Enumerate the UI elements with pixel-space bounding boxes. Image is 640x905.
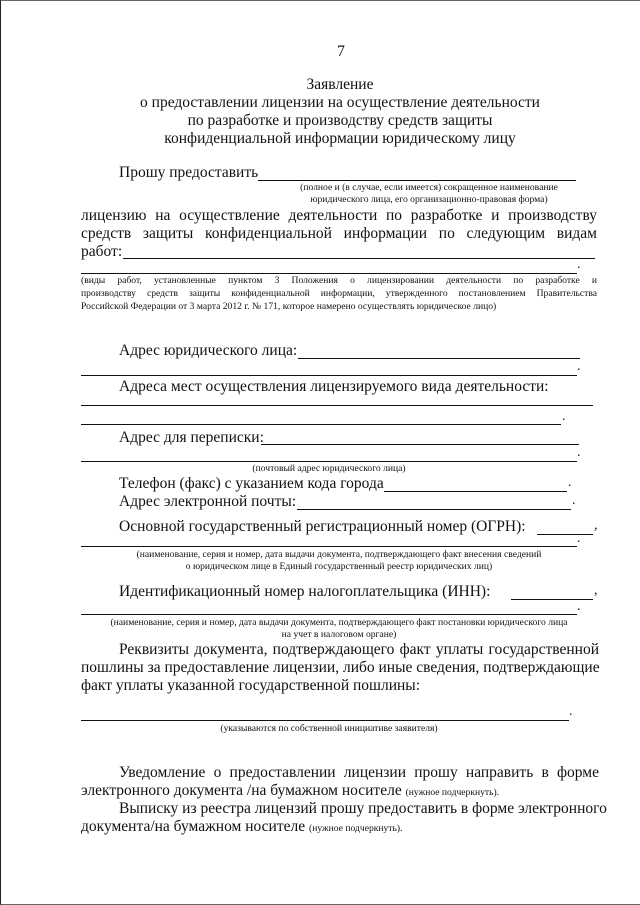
notification-text-2-main: электронного документа /на бумажном носителе xyxy=(81,782,402,799)
request-hint-2: юридического лица, его организационно-правовая форма) xyxy=(310,194,548,205)
payment-field[interactable] xyxy=(81,720,569,721)
email-field[interactable] xyxy=(297,509,571,510)
dot-7: . xyxy=(577,531,581,546)
organization-name-field[interactable] xyxy=(258,180,576,181)
ogrn-field-2[interactable] xyxy=(81,546,577,547)
mail-address-field-1[interactable] xyxy=(261,444,579,445)
phone-field[interactable] xyxy=(384,491,567,492)
title-line-3: по разработке и производству средств защиты xyxy=(187,112,493,129)
extract-note: (нужное подчеркнуть). xyxy=(309,823,403,834)
extract-text-2-main: документа/на бумажном носителе xyxy=(81,818,306,835)
activity-addresses-label: Адреса мест осуществления лицензируемого вида деятельности: xyxy=(119,378,549,395)
dot-1: . xyxy=(577,257,581,272)
ogrn-hint-2: о юридическом лице в Единый государственный реестр юридических лиц) xyxy=(185,561,493,572)
license-text-1: лицензию на осуществление деятельности по разработке и производству xyxy=(81,207,597,224)
work-types-field-1[interactable] xyxy=(123,258,595,259)
dot-3: . xyxy=(562,409,566,424)
dot-2: . xyxy=(577,359,581,374)
comma-2: , xyxy=(594,583,598,598)
dot-4: . xyxy=(577,445,581,460)
payment-hint: (указываются по собственной инициативе заявителя) xyxy=(220,723,438,734)
ogrn-hint-1: (наименование, серия и номер, дата выдачи документа, подтверждающего факт внесения сведений xyxy=(136,549,542,560)
dot-5: . xyxy=(568,475,572,490)
legal-address-label: Адрес юридического лица: xyxy=(119,342,298,359)
mail-address-field-2[interactable] xyxy=(81,461,577,462)
dot-6: . xyxy=(572,493,576,508)
dot-8: . xyxy=(577,599,581,614)
inn-field-1[interactable] xyxy=(511,599,593,600)
email-label: Адрес электронной почты: xyxy=(119,493,297,510)
title-line-4: конфиденциальной информации юридическому лицу xyxy=(164,130,516,147)
comma-1: , xyxy=(594,518,598,533)
license-text-3: работ: xyxy=(81,243,123,260)
activity-addresses-field-1[interactable] xyxy=(81,405,593,406)
works-hint-3: Российской Федерации от 3 марта 2012 г. № 171, которое намерено осуществлять юридическое лицо) xyxy=(81,301,497,312)
mail-address-label: Адрес для переписки: xyxy=(119,429,264,446)
page-number: 7 xyxy=(337,43,345,60)
phone-label: Телефон (факс) с указанием кода города xyxy=(119,475,384,492)
dot-9: . xyxy=(569,704,573,719)
request-hint-1: (полное и (в случае, если имеется) сокращенное наименование xyxy=(300,182,558,193)
works-hint-2: производству средств защиты конфиденциальной информации, утвержденного постановлением Правительства xyxy=(81,288,597,299)
payment-text-1: Реквизиты документа, подтверждающего факт уплаты государственной xyxy=(119,641,599,658)
license-text-2: средств защиты конфиденциальной информации по следующим видам xyxy=(81,225,597,242)
ogrn-label: Основной государственный регистрационный номер (ОГРН): xyxy=(119,518,526,535)
inn-label: Идентификационный номер налогоплательщика (ИНН): xyxy=(119,583,491,600)
notification-note: (нужное подчеркнуть). xyxy=(405,787,500,798)
extract-text-1: Выписку из реестра лицензий прошу предоставить в форме электронного xyxy=(119,800,607,817)
notification-text-2 xyxy=(81,782,499,800)
payment-text-3: факт уплаты указанной государственной пошлины: xyxy=(81,677,421,694)
activity-addresses-field-2[interactable] xyxy=(81,424,561,425)
inn-hint-2: на учет в налоговом органе) xyxy=(281,629,397,640)
extract-text-2 xyxy=(81,818,403,836)
request-label: Прошу предоставить xyxy=(119,164,259,181)
ogrn-field-1[interactable] xyxy=(537,534,593,535)
works-hint-1: (виды работ, установленные пунктом 3 Положения о лицензировании деятельности по разработке и xyxy=(81,275,597,286)
title-line-1: Заявление xyxy=(306,76,374,93)
inn-field-2[interactable] xyxy=(81,614,577,615)
title-line-2: о предоставлении лицензии на осуществление деятельности xyxy=(140,94,540,111)
legal-address-field-2[interactable] xyxy=(81,375,577,376)
payment-text-2: пошлины за предоставление лицензии, либо иные сведения, подтверждающие xyxy=(81,659,600,676)
notification-text-1: Уведомление о предоставлении лицензии прошу направить в форме xyxy=(119,764,599,781)
mail-address-hint: (почтовый адрес юридического лица) xyxy=(252,463,406,474)
work-types-field-2[interactable] xyxy=(81,273,577,274)
legal-address-field-1[interactable] xyxy=(298,358,580,359)
inn-hint-1: (наименование, серия и номер, дата выдачи документа, подтверждающего факт постановки юридического лица xyxy=(110,617,568,628)
